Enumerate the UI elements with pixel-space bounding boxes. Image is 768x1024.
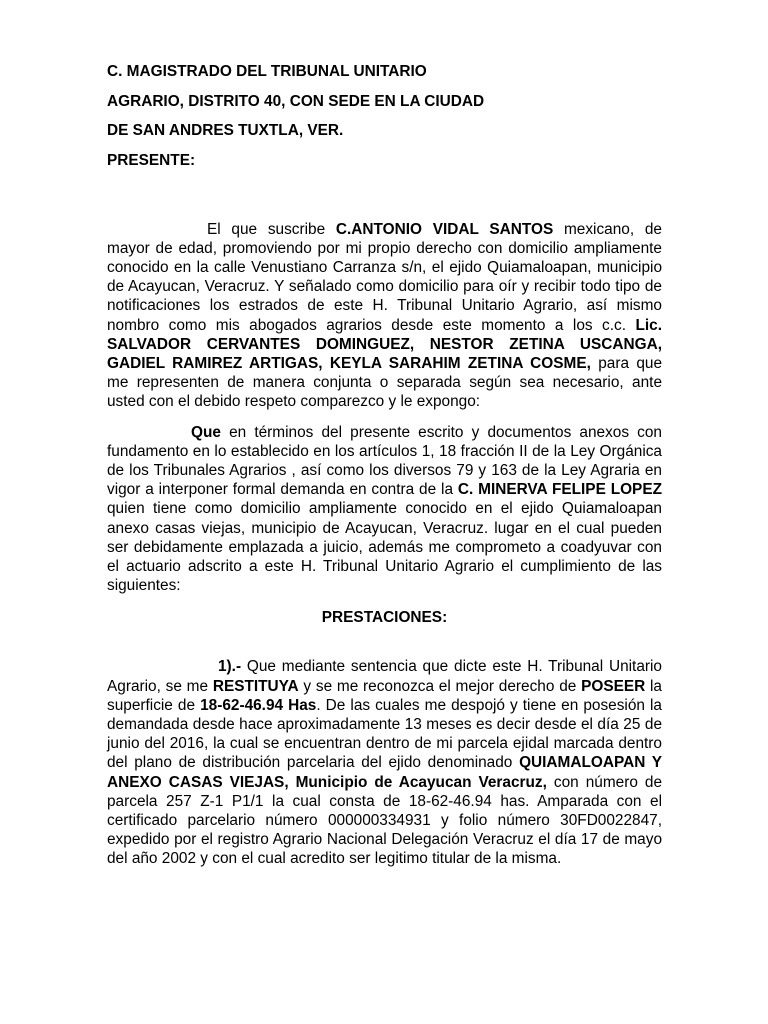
- que-keyword: Que: [191, 423, 221, 441]
- paragraph-claim: [107, 423, 662, 596]
- addressee-line-1: C. MAGISTRADO DEL TRIBUNAL UNITARIO: [107, 63, 427, 80]
- addressee-presente: PRESENTE:: [107, 151, 196, 169]
- item-number: 1).-: [218, 658, 242, 676]
- addressee-line-3: DE SAN ANDRES TUXTLA, VER.: [107, 122, 344, 139]
- restituya-keyword: RESTITUYA: [212, 677, 299, 695]
- paragraph-introduction: [107, 220, 662, 412]
- text-run: Que mediante sentencia que dicte este H. Tribunal Unitario Agrario, se me: [107, 658, 662, 695]
- text-run: con número de parcela 257 Z-1 P1/1 la cual consta de 18-62-46.94 has. Amparada con el certificado parcelario número 000000334931 y folio número 30FD0022847, expedido por el registro Agrario Nacional Delegación Veracruz el día 17 de mayo del año 2002 y con el cual acredito ser legitimo titular de la misma.: [107, 773, 662, 868]
- poseer-keyword: POSEER: [581, 677, 646, 695]
- surface-area: 18-62-46.94 Has: [200, 696, 317, 714]
- text-run: El que suscribe: [207, 220, 336, 238]
- text-run: quien tiene como domicilio ampliamente conocido en el ejido Quiamaloapan anexo casas viejas, municipio de Acayucan, Veracruz. lugar en el cual pueden ser debidamente emplazada a juicio, además me comprometo a coadyuvar con el actuario adscrito a este H. Tribunal Unitario Agrario el cumplimiento de las siguientes:: [107, 500, 662, 595]
- text-run: en términos del presente escrito y documentos anexos con fundamento en lo establecido en los artículos 1, 18 fracción II de la Ley Orgánica de los Tribunales Agrarios , así como los diversos 79 y 163 de la Ley Agraria en vigor a interponer formal demanda en contra de la: [107, 423, 662, 499]
- text-run: . De las cuales me despojó y tiene en posesión la demandada desde hace aproximadamente 13 meses es decir desde el día 25 de junio del 2016, la cual se encuentran dentro de mi parcela ejidal marcada dentro del plano de distribución parcelaria del ejido denominado: [107, 696, 662, 772]
- text-run: mexicano, de mayor de edad, promoviendo por mi propio derecho con domicilio ampliamente conocido en la calle Venustiano Carranza s/n, el ejido Quiamaloapan, municipio de Acayucan, Veracruz. Y señalado como domicilio para oír y recibir todo tipo de notificaciones los estrados de este H. Tribunal Unitario Agrario, así mismo nombro como mis abogados agrarios desde este momento a los c.c.: [107, 220, 662, 334]
- defendant-name: C. MINERVA FELIPE LOPEZ: [457, 481, 662, 499]
- ejido-name: QUIAMALOAPAN Y ANEXO CASAS VIEJAS, Municipio de Acayucan Veracruz,: [107, 754, 662, 791]
- text-run: para que me representen de manera conjunta o separada según sea necesario, ante usted con el debido respeto comparezco y le expongo:: [107, 354, 662, 411]
- paragraph-prestacion-1: [107, 657, 662, 868]
- lawyers-names: Lic. SALVADOR CERVANTES DOMINGUEZ, NESTOR ZETINA USCANGA, GADIEL RAMIREZ ARTIGAS, KEYLA SARAHIM ZETINA COSME,: [107, 316, 662, 372]
- addressee-line-2: AGRARIO, DISTRITO 40, CON SEDE EN LA CIUDAD: [107, 92, 485, 110]
- text-run: y se me reconozca el mejor derecho de: [298, 677, 582, 695]
- document-page: [107, 62, 662, 869]
- section-title-prestaciones: PRESTACIONES:: [321, 609, 448, 627]
- text-run: la superficie de: [107, 677, 662, 714]
- plaintiff-name: C.ANTONIO VIDAL SANTOS: [335, 220, 554, 238]
